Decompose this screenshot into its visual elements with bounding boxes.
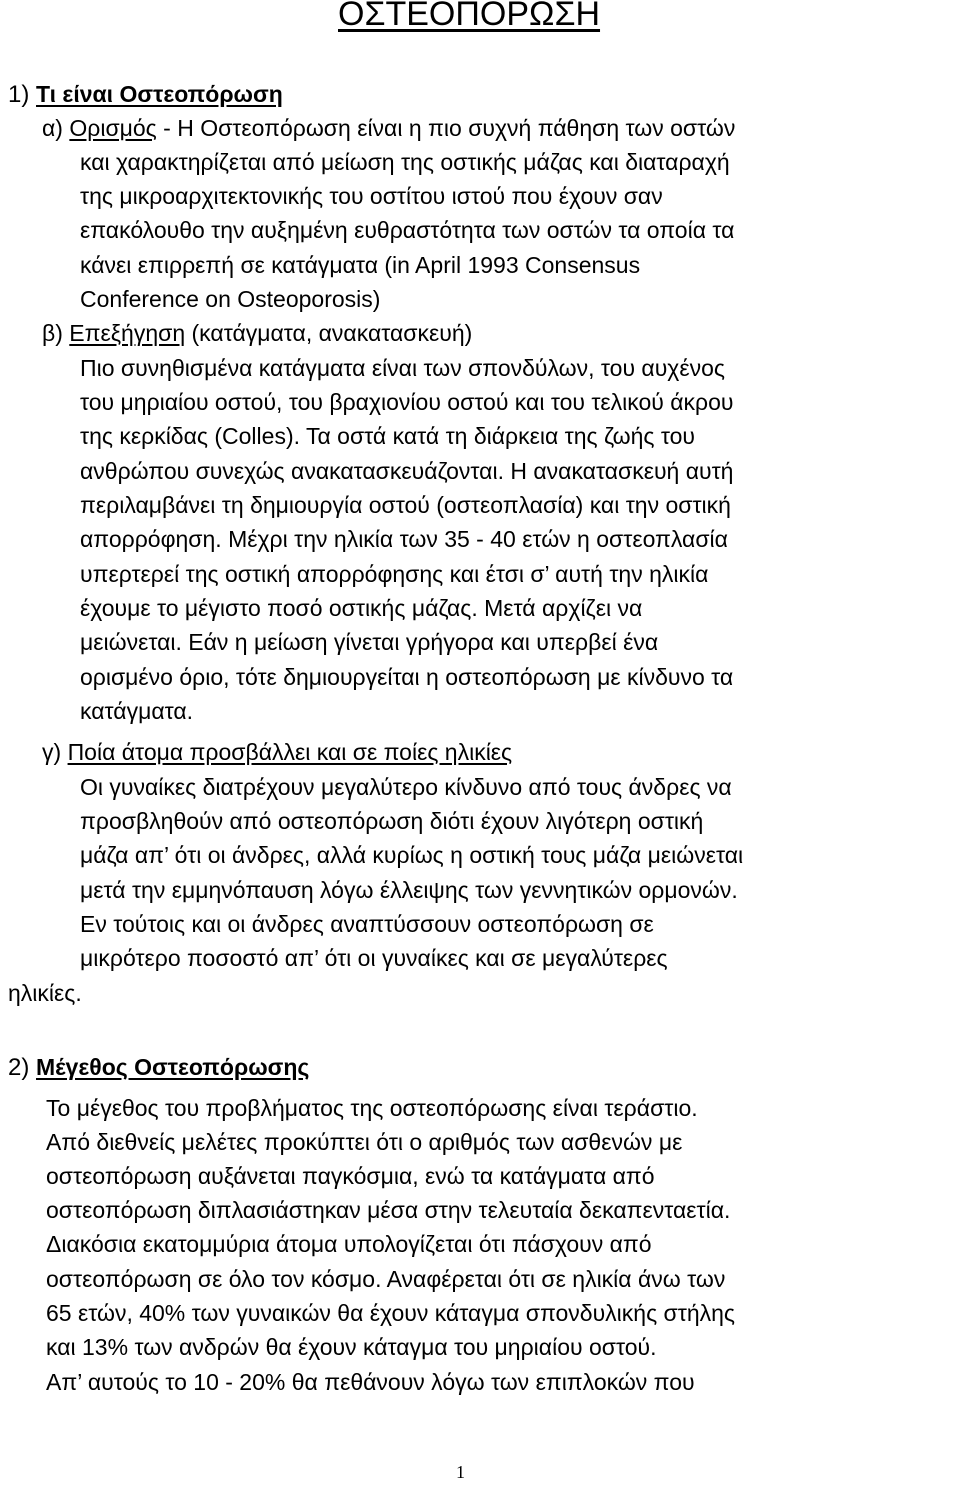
- text-line: της μικροαρχιτεκτονικής του οστίτου ιστού που έχουν σαν: [80, 183, 663, 209]
- text-line: και χαρακτηρίζεται από μείωση της οστικής μάζας και διαταραχή: [80, 149, 730, 175]
- explanation-marker: β): [42, 320, 70, 346]
- section-2-heading: Μέγεθος Οστεοπόρωσης: [36, 1054, 310, 1080]
- text-line: περιλαμβάνει τη δημιουργία οστού (οστεοπλασία) και την οστική: [80, 492, 731, 518]
- page-title: ΟΣΤΕΟΠΟΡΩΣΗ: [338, 0, 601, 33]
- section-2-number: 2): [8, 1054, 37, 1081]
- section-2-heading-line: [8, 1053, 309, 1082]
- text-line: υπερτερεί της οστική απορρόφησης και έτσι σ’ αυτή την ηλικία: [80, 561, 709, 587]
- affected-label: Ποία άτομα προσβάλλει και σε ποίες ηλικίες: [67, 739, 513, 765]
- text-line: Οι γυναίκες διατρέχουν μεγαλύτερο κίνδυνο από τους άνδρες να: [80, 774, 732, 800]
- definition-line-1: [42, 114, 735, 142]
- text-line: Διακόσια εκατομμύρια άτομα υπολογίζεται ότι πάσχουν από: [46, 1231, 652, 1257]
- section-1-heading-line: [8, 80, 283, 109]
- definition-label: Ορισμός: [69, 115, 157, 141]
- text-line: μάζα απ’ ότι οι άνδρες, αλλά κυρίως η οστική τους μάζα μειώνεται: [80, 842, 744, 868]
- text-line: Από διεθνείς μελέτες προκύπτει ότι ο αριθμός των ασθενών με: [46, 1129, 683, 1155]
- explanation-label: Επεξήγηση: [69, 320, 186, 346]
- text-line: Πιο συνηθισμένα κατάγματα είναι των σπονδύλων, του αυχένος: [80, 355, 725, 381]
- text-line: και 13% των ανδρών θα έχουν κάταγμα του μηριαίου οστού.: [46, 1334, 657, 1360]
- affected-marker: γ): [42, 739, 68, 765]
- text-line: ανθρώπου συνεχώς ανακατασκευάζονται. Η ανακατασκευή αυτή: [80, 458, 734, 484]
- text-line: απορρόφηση. Μέχρι την ηλικία των 35 - 40 ετών η οστεοπλασία: [80, 526, 728, 552]
- text-line: οστεοπόρωση αυξάνεται παγκόσμια, ενώ τα κατάγματα από: [46, 1163, 655, 1189]
- definition-marker: α): [42, 115, 70, 141]
- text-line: Conference on Osteoporosis): [80, 286, 381, 312]
- explanation-line-1: [42, 319, 472, 347]
- explanation-text: (κατάγματα, ανακατασκευή): [185, 320, 473, 346]
- affected-line-1: [42, 738, 512, 766]
- text-line: ορισμένο όριο, τότε δημιουργείται η οστεοπόρωση με κίνδυνο τα: [80, 664, 734, 690]
- text-line: ηλικίες.: [8, 980, 82, 1006]
- text-line: της κερκίδας (Colles). Τα οστά κατά τη διάρκεια της ζωής του: [80, 423, 695, 449]
- text-line: μειώνεται. Εάν η μείωση γίνεται γρήγορα και υπερβεί ένα: [80, 629, 659, 655]
- text-line: Το μέγεθος του προβλήματος της οστεοπόρωσης είναι τεράστιο.: [46, 1095, 698, 1121]
- definition-text: - Η Οστεοπόρωση είναι η πιο συχνή πάθηση των οστών: [156, 115, 736, 141]
- text-line: έχουμε το μέγιστο ποσό οστικής μάζας. Μετά αρχίζει να: [80, 595, 643, 621]
- text-line: μικρότερο ποσοστό απ’ ότι οι γυναίκες και σε μεγαλύτερες: [80, 945, 668, 971]
- text-line: μετά την εμμηνόπαυση λόγω έλλειψης των γεννητικών ορμονών.: [80, 877, 738, 903]
- page-number: 1: [456, 1462, 465, 1482]
- text-line: επακόλουθο την αυξημένη ευθραστότητα των οστών τα οποία τα: [80, 217, 735, 243]
- text-line: του μηριαίου οστού, του βραχιονίου οστού και του τελικού άκρου: [80, 389, 734, 415]
- text-line: οστεοπόρωση διπλασιάστηκαν μέσα στην τελευταία δεκαπενταετία.: [46, 1197, 731, 1223]
- text-line: 65 ετών, 40% των γυναικών θα έχουν κάταγμα σπονδυλικής στήλης: [46, 1300, 736, 1326]
- section-1-number: 1): [8, 81, 37, 108]
- text-line: Απ’ αυτούς το 10 - 20% θα πεθάνουν λόγω των επιπλοκών που: [46, 1369, 695, 1395]
- text-line: κατάγματα.: [80, 698, 194, 724]
- text-line: προσβληθούν από οστεοπόρωση διότι έχουν λιγότερη οστική: [80, 808, 704, 834]
- text-line: Εν τούτοις και οι άνδρες αναπτύσσουν οστεοπόρωση σε: [80, 911, 654, 937]
- section-1-heading: Τι είναι Οστεοπόρωση: [36, 81, 283, 107]
- text-line: οστεοπόρωση σε όλο τον κόσμο. Αναφέρεται ότι σε ηλικία άνω των: [46, 1266, 726, 1292]
- text-line: κάνει επιρρεπή σε κατάγματα (in April 1993 Consensus: [80, 252, 641, 278]
